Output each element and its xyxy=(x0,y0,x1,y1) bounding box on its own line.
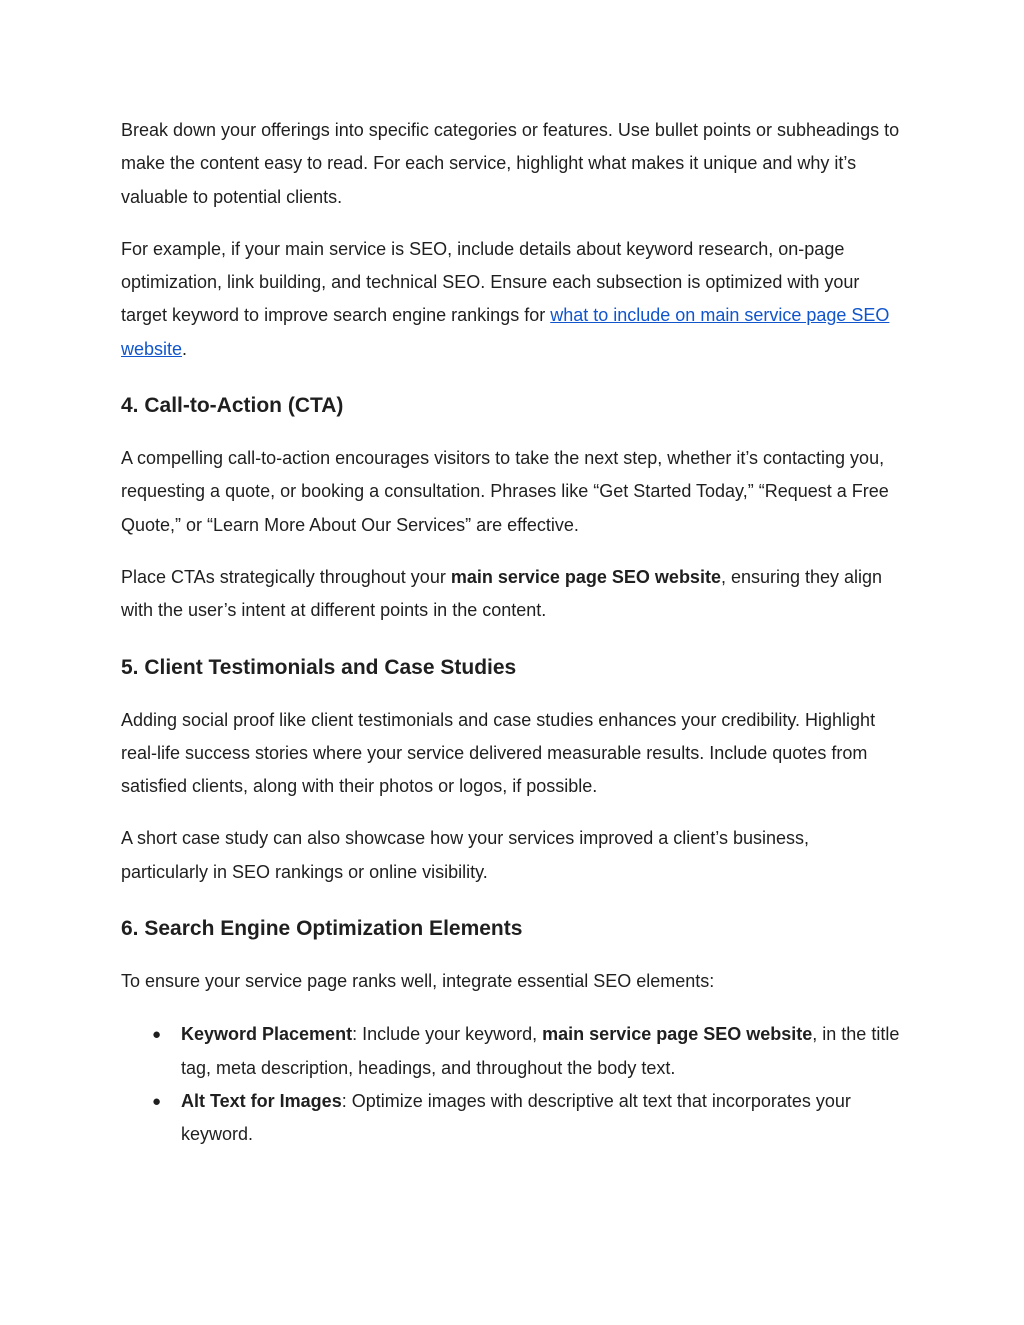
paragraph-text: , ensuring they align with the user’s intent at different points in the content. xyxy=(121,566,883,621)
list-item xyxy=(121,1018,901,1085)
main-service-seo-link[interactable]: what to include on main service page SEO website xyxy=(121,305,890,359)
list-item xyxy=(121,1085,901,1152)
bullet-text: , in the title tag, meta description, headings, and throughout the body text. xyxy=(181,1024,900,1078)
section-heading-cta: 4. Call-to-Action (CTA) xyxy=(121,394,344,418)
paragraph: Break down your offerings into specific categories or features. Use bullet points or subheadings to make the content easy to read. For each service, highlight what makes it unique and why it’s valuable to potential clients. xyxy=(121,120,900,207)
bold-keyword: main service page SEO website xyxy=(450,566,721,587)
paragraph-text: For example, if your main service is SEO, include details about keyword research, on-page optimization, link building, and technical SEO. Ensure each subsection is optimized with your target keyword to improve search engine rankings for xyxy=(121,238,860,326)
bold-keyword: main service page SEO website xyxy=(542,1024,813,1045)
bullet-title: Keyword Placement xyxy=(181,1024,353,1045)
document-page xyxy=(121,114,901,1152)
paragraph: To ensure your service page ranks well, integrate essential SEO elements: xyxy=(121,971,715,992)
paragraph xyxy=(121,561,901,628)
bullet-text: : Optimize images with descriptive alt text that incorporates your keyword. xyxy=(181,1090,851,1145)
bullet-list xyxy=(121,1018,901,1151)
paragraph: Adding social proof like client testimonials and case studies enhances your credibility. Highlight real-life success stories where your service delivered measurable results. Include quotes from satisfied clients, along with their photos or logos, if possible. xyxy=(121,709,876,797)
section-heading-seo-elements: 6. Search Engine Optimization Elements xyxy=(121,917,523,941)
paragraph-text: . xyxy=(182,338,188,359)
paragraph: A compelling call-to-action encourages visitors to take the next step, whether it’s contacting you, requesting a quote, or booking a consultation. Phrases like “Get Started Today,” “Request a Free Quote,” or “Learn More About Our Services” are effective. xyxy=(121,448,889,535)
bullet-text: : Include your keyword, xyxy=(352,1024,543,1045)
bullet-icon: ● xyxy=(152,1092,162,1110)
section-heading-testimonials: 5. Client Testimonials and Case Studies xyxy=(121,655,517,679)
paragraph: A short case study can also showcase how your services improved a client’s business, particularly in SEO rankings or online visibility. xyxy=(121,828,809,882)
paragraph-with-link xyxy=(121,233,901,366)
bullet-title: Alt Text for Images xyxy=(181,1090,342,1111)
paragraph-text: Place CTAs strategically throughout your xyxy=(121,566,451,587)
bullet-icon: ● xyxy=(152,1026,162,1044)
